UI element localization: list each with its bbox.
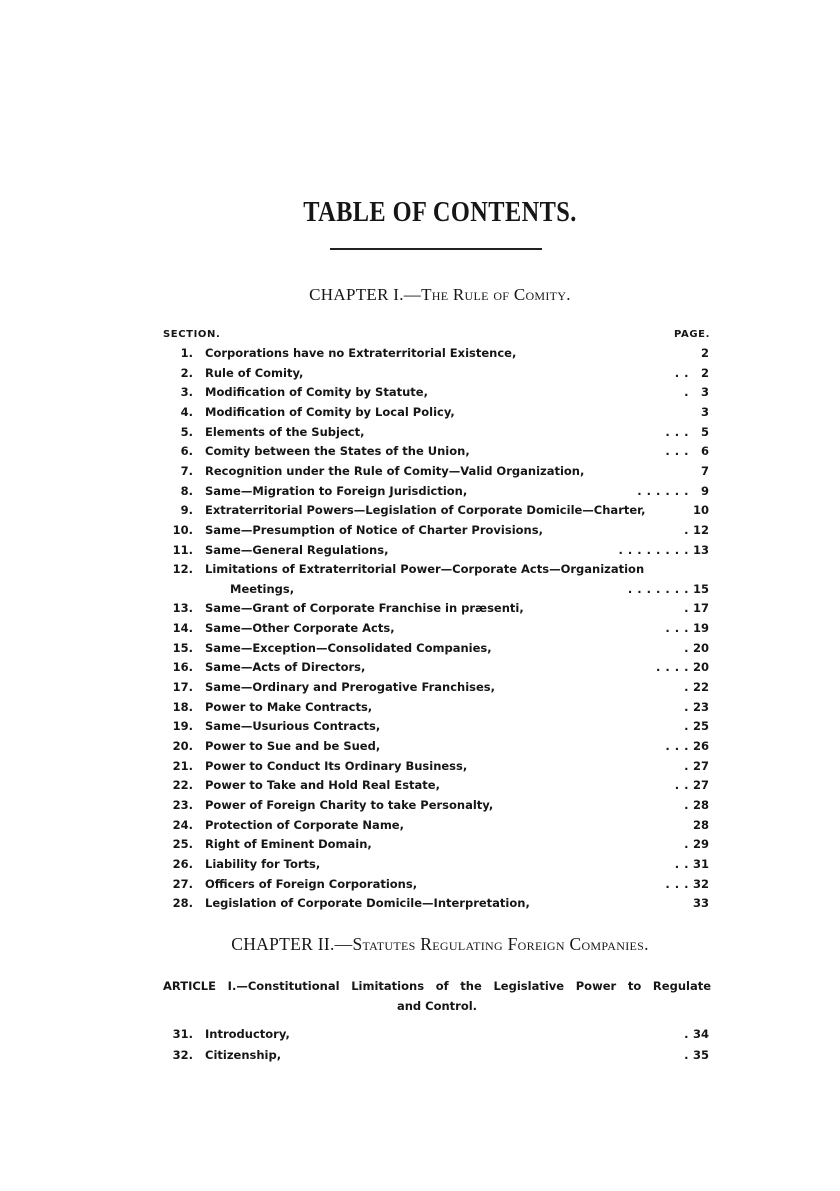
toc-entry	[0, 736, 840, 756]
section-number: 23.	[172, 797, 193, 812]
page-number: 29	[692, 837, 709, 852]
page-number: 33	[692, 896, 709, 911]
toc-entry	[0, 893, 840, 913]
toc-entry	[0, 677, 840, 697]
toc-entry	[0, 775, 840, 795]
entry-title: Modification of Comity by Statute,	[205, 385, 428, 400]
page-number: 10	[692, 503, 709, 518]
page-number: 35	[692, 1048, 709, 1062]
dot-leader: . . .	[665, 424, 689, 439]
dot-leader: .	[684, 1027, 689, 1041]
entry-title: Elements of the Subject,	[205, 424, 365, 439]
entry-title: Comity between the States of the Union,	[205, 444, 470, 459]
page-number: 3	[700, 385, 709, 400]
dot-leader: . .	[674, 365, 689, 380]
page-number: 22	[692, 680, 709, 695]
section-number: 4.	[180, 404, 193, 419]
entry-title: Rule of Comity,	[205, 365, 304, 380]
dot-leader: .	[684, 1048, 689, 1062]
entry-title: Protection of Corporate Name,	[205, 817, 404, 832]
toc-entry	[0, 461, 840, 481]
entry-title: Modification of Comity by Local Policy,	[205, 404, 455, 419]
toc-entry	[0, 343, 840, 363]
page-column-label: PAGE.	[674, 329, 710, 340]
section-number: 7.	[180, 463, 193, 478]
chapter-2-heading	[0, 934, 840, 955]
toc-entry	[0, 697, 840, 717]
article-1-heading-line-2: and Control.	[396, 999, 478, 1013]
chapter-2-subtitle: Statutes Regulating Foreign Companies.	[352, 934, 649, 954]
dot-leader: .	[684, 837, 689, 852]
page-number: 32	[692, 876, 709, 891]
dot-leader: .	[684, 680, 689, 695]
section-number: 22.	[172, 778, 193, 793]
dot-leader: .	[684, 601, 689, 616]
toc-entry	[0, 579, 840, 599]
dot-leader: . . . . . .	[637, 483, 689, 498]
entry-title: Citizenship,	[205, 1048, 282, 1062]
dot-leader: . .	[674, 856, 689, 871]
chapter-1-subtitle: The Rule of Comity.	[421, 285, 571, 304]
entry-title: Liability for Torts,	[205, 856, 321, 871]
dot-leader: .	[684, 699, 689, 714]
page-number: 2	[700, 365, 709, 380]
section-number: 13.	[172, 601, 193, 616]
section-number: 24.	[172, 817, 193, 832]
toc-entry	[0, 756, 840, 776]
toc-entry	[0, 657, 840, 677]
toc-entry	[0, 834, 840, 854]
entry-title: Same—Exception—Consolidated Companies,	[205, 640, 492, 655]
entry-title: Recognition under the Rule of Comity—Valid Organization,	[205, 463, 585, 478]
page-number: 12	[692, 522, 709, 537]
section-number: 9.	[180, 503, 193, 518]
section-number: 21.	[172, 758, 193, 773]
page-number: 9	[700, 483, 709, 498]
toc-entry	[0, 540, 840, 560]
page-number: 26	[692, 739, 709, 753]
entry-title: Power to Conduct Its Ordinary Business,	[205, 758, 468, 773]
toc-entry	[0, 363, 840, 383]
chapter-1-heading	[0, 285, 840, 305]
entry-title: Power to Make Contracts,	[205, 699, 373, 714]
page-number: 27	[692, 778, 709, 793]
entry-title: Limitations of Extraterritorial Power—Corporate Acts—Organization	[205, 562, 645, 577]
entry-title: Same—Other Corporate Acts,	[205, 621, 395, 636]
page-number: 3	[700, 404, 709, 419]
toc-entry	[0, 1045, 840, 1065]
entry-title: Legislation of Corporate Domicile—Interpretation,	[205, 896, 530, 911]
section-number: 26.	[172, 856, 193, 871]
section-number: 5.	[180, 424, 193, 439]
entry-title: Power to Take and Hold Real Estate,	[205, 778, 440, 793]
section-number: 12.	[172, 562, 193, 577]
section-number: 28.	[172, 896, 193, 911]
entry-title: Corporations have no Extraterritorial Existence,	[205, 346, 517, 360]
toc-entry	[0, 422, 840, 442]
dot-leader: . . .	[665, 876, 689, 891]
dot-leader: . . .	[665, 739, 689, 753]
page-number: 27	[692, 758, 709, 773]
dot-leader: .	[684, 385, 689, 400]
toc-entry	[0, 618, 840, 638]
section-number: 1.	[180, 346, 193, 360]
page-title: TABLE OF CONTENTS.	[303, 196, 577, 228]
entry-title: Power to Sue and be Sued,	[205, 739, 381, 753]
toc-entry	[0, 1024, 840, 1044]
entry-title: Same—Acts of Directors,	[205, 660, 366, 675]
page-number: 20	[692, 660, 709, 675]
section-number: 27.	[172, 876, 193, 891]
page-number: 20	[692, 640, 709, 655]
dot-leader: . .	[674, 778, 689, 793]
toc-entry	[0, 500, 840, 520]
page-number: 15	[692, 581, 709, 596]
page-number: 28	[692, 817, 709, 832]
dot-leader: .	[684, 797, 689, 812]
entry-title: Same—Usurious Contracts,	[205, 719, 381, 734]
section-number: 8.	[180, 483, 193, 498]
toc-entry	[0, 382, 840, 402]
entry-title: Same—General Regulations,	[205, 542, 389, 557]
toc-entry	[0, 520, 840, 540]
entry-title: Extraterritorial Powers—Legislation of Corporate Domicile—Charter,	[205, 503, 646, 518]
chapter-2-prefix: CHAPTER II.—	[231, 934, 353, 954]
section-number: 31.	[172, 1027, 193, 1041]
section-number: 19.	[172, 719, 193, 734]
dot-leader: . . .	[665, 621, 689, 636]
page-number: 5	[700, 424, 709, 439]
toc-entry	[0, 441, 840, 461]
chapter-1-prefix: CHAPTER I.—	[309, 285, 422, 304]
dot-leader: . . . . . . .	[627, 581, 689, 596]
section-number: 14.	[172, 621, 193, 636]
page-number: 23	[692, 699, 709, 714]
dot-leader: . . .	[665, 444, 689, 459]
section-number: 6.	[180, 444, 193, 459]
section-number: 20.	[172, 739, 193, 753]
page-number: 31	[692, 856, 709, 871]
toc-entry	[0, 481, 840, 501]
toc-entry	[0, 716, 840, 736]
dot-leader: . . . .	[656, 660, 689, 675]
toc-entry	[0, 854, 840, 874]
section-number: 11.	[172, 542, 193, 557]
page-number: 6	[700, 444, 709, 459]
section-number: 17.	[172, 680, 193, 695]
section-number: 25.	[172, 837, 193, 852]
section-number: 3.	[180, 385, 193, 400]
entry-title: Same—Ordinary and Prerogative Franchises,	[205, 680, 495, 695]
toc-entry	[0, 638, 840, 658]
page-number: 17	[692, 601, 709, 616]
section-number: 16.	[172, 660, 193, 675]
toc-entry	[0, 598, 840, 618]
section-number: 10.	[172, 522, 193, 537]
article-1-heading	[163, 976, 711, 1016]
entry-title: Same—Grant of Corporate Franchise in præsenti,	[205, 601, 524, 616]
page-number: 13	[692, 542, 709, 557]
section-number: 18.	[172, 699, 193, 714]
entry-title: Introductory,	[205, 1027, 290, 1041]
entry-title: Meetings,	[230, 581, 295, 596]
title-rule	[330, 248, 542, 250]
dot-leader: .	[684, 758, 689, 773]
dot-leader: .	[684, 719, 689, 734]
page-number: 7	[700, 463, 709, 478]
page-number: 28	[692, 797, 709, 812]
dot-leader: . . . . . . . .	[618, 542, 689, 557]
toc-entry	[0, 874, 840, 894]
section-column-label: SECTION.	[163, 329, 221, 340]
entry-title: Right of Eminent Domain,	[205, 837, 372, 852]
toc-entry	[0, 795, 840, 815]
section-number: 32.	[172, 1048, 193, 1062]
page-number: 25	[692, 719, 709, 734]
section-number: 2.	[180, 365, 193, 380]
dot-leader: .	[684, 640, 689, 655]
toc-entry	[0, 559, 840, 579]
page-number: 34	[692, 1027, 709, 1041]
entry-title: Power of Foreign Charity to take Personalty,	[205, 797, 494, 812]
toc-entry	[0, 815, 840, 835]
article-1-heading-line-1: ARTICLE I.—Constitutional Limitations of the Legislative Power to Regulate	[163, 979, 711, 993]
section-number: 15.	[172, 640, 193, 655]
dot-leader: .	[684, 522, 689, 537]
entry-title: Same—Migration to Foreign Jurisdiction,	[205, 483, 468, 498]
page-number: 19	[692, 621, 709, 636]
entry-title: Officers of Foreign Corporations,	[205, 876, 418, 891]
page-number: 2	[700, 346, 709, 360]
entry-title: Same—Presumption of Notice of Charter Provisions,	[205, 522, 543, 537]
toc-entry	[0, 402, 840, 422]
